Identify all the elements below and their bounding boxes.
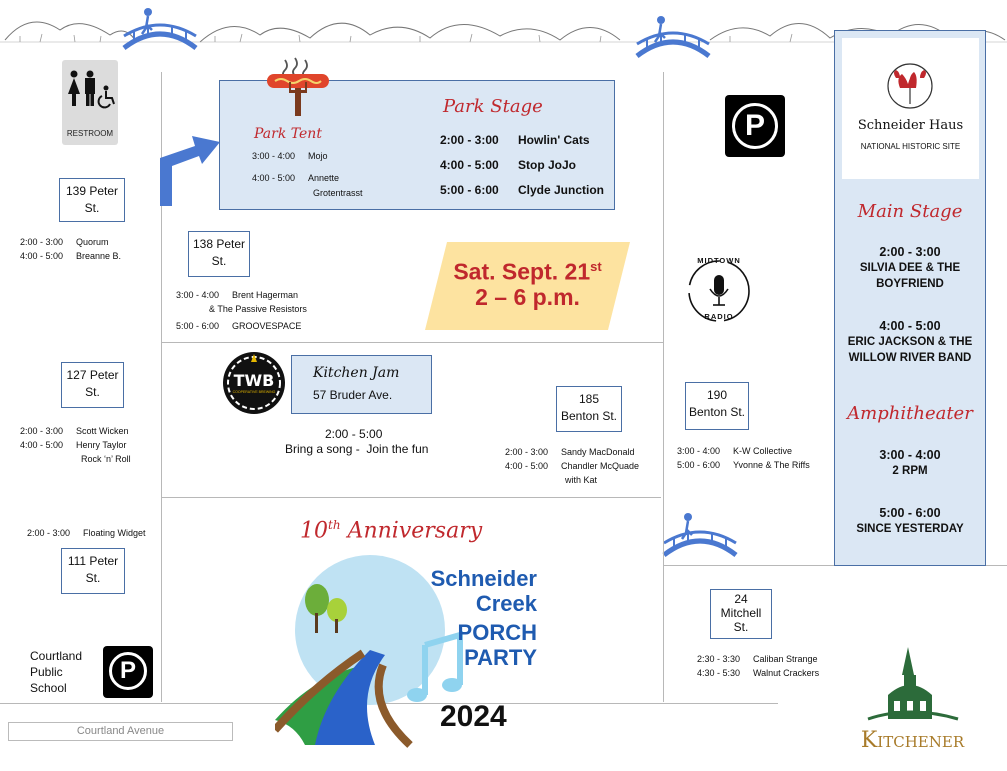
address-190-benton: 190 Benton St.: [685, 382, 749, 430]
twb-logo-sub: COOPERATIVE BREWING: [232, 390, 276, 394]
park-tent-schedule: [252, 149, 363, 201]
restroom-label: RESTROOM: [66, 129, 114, 138]
kitchen-jam-note: Bring a song - Join the fun: [285, 442, 429, 456]
schedule-139-peter: 2:00 - 3:00 Quorum 4:00 - 5:00 Breanne B.: [20, 237, 122, 261]
radio-bottom-text: RADIO: [704, 312, 734, 321]
bridge-icon: [120, 6, 200, 54]
slot-time: 4:00 - 5:00: [252, 173, 296, 183]
benton-street-road: [663, 72, 664, 702]
main-stage-schedule: 2:00 - 3:00 SILVIA DEE & THE BOYFRIEND 4:00 - 5:00 ERIC JACKSON & THE WILLOW RIVER BAND: [847, 245, 973, 364]
arrow-icon: [150, 128, 225, 208]
cross-road-2: [161, 497, 661, 498]
park-stage-row: [440, 128, 604, 153]
address-139-peter: 139 Peter St.: [59, 178, 125, 222]
address-111-peter: 111 Peter St.: [61, 548, 125, 594]
schedule-190-benton: 3:00 - 4:00 K-W Collective 5:00 - 6:00 Yvonne & The Riffs: [677, 446, 810, 470]
anniversary-title: 10th Anniversary: [300, 518, 483, 544]
radio-top-text: MIDTOWN: [697, 256, 741, 265]
schneider-haus-name: Schneider Haus: [857, 118, 964, 133]
slot-act: Mojo: [308, 151, 328, 161]
park-tent-title: Park Tent: [254, 126, 322, 142]
kitchen-jam-title: Kitchen Jam: [313, 365, 400, 381]
event-date: [425, 252, 630, 287]
schedule-111-peter: 2:00 - 3:00 Floating Widget: [27, 528, 146, 538]
amphitheater-title: Amphitheater: [847, 403, 973, 424]
courtland-school: Courtland Public School: [30, 649, 83, 695]
kitchen-jam-panel: [291, 355, 432, 414]
schedule-24-mitchell: 2:30 - 3:30 Caliban Strange 4:30 - 5:30 Walnut Crackers: [697, 654, 820, 678]
slot-act: Stop JoJo: [518, 158, 577, 172]
twb-logo-text: TWB: [233, 371, 275, 390]
slot-time: 4:00 - 5:00: [440, 158, 499, 172]
kitchener-logo: [858, 645, 968, 730]
schedule-138-peter: 3:00 - 4:00 Brent Hagerman & The Passive Resistors 5:00 - 6:00 GROOVESPACE: [176, 290, 307, 331]
park-stage-title: Park Stage: [443, 96, 543, 117]
restroom-sign: [62, 60, 118, 145]
courtland-avenue-label: Courtland Avenue: [8, 722, 233, 741]
slot-act: Grotentrasst: [313, 188, 363, 198]
slot-act: Clyde Junction: [518, 183, 605, 197]
address-24-mitchell: 24 Mitchell St.: [710, 589, 772, 639]
date-suffix: st: [590, 259, 602, 274]
address-138-peter: 138 Peter St.: [188, 231, 250, 277]
parking-sign: [103, 646, 153, 698]
slot-act: Howlin' Cats: [518, 133, 590, 147]
address-185-benton: 185 Benton St.: [556, 386, 622, 432]
date-text: Sat. Sept. 21: [453, 258, 591, 285]
slot-time: 2:00 - 3:00: [440, 133, 499, 147]
schneider-haus-logo: [842, 38, 979, 179]
bridge-icon: [633, 14, 713, 62]
parking-icon: P: [109, 652, 147, 690]
slot-time: 5:00 - 6:00: [440, 183, 499, 197]
parking-sign: [725, 95, 785, 157]
park-stage-row: [440, 153, 604, 178]
kitchen-jam-time: 2:00 - 5:00: [325, 427, 383, 441]
anniversary-year: 2024: [440, 700, 507, 733]
restroom-icon: [62, 60, 118, 120]
slot-time: 3:00 - 4:00: [252, 151, 296, 161]
cross-road-1: [161, 342, 664, 343]
slot-act: Annette: [308, 173, 340, 183]
park-stage-schedule: [440, 128, 604, 203]
event-time: 2 – 6 p.m.: [475, 284, 580, 310]
schedule-127-peter: 2:00 - 3:00 Scott Wicken 4:00 - 5:00 Henry Taylor Rock ‘n’ Roll: [20, 426, 131, 464]
park-stage-row: [440, 178, 604, 203]
tulip-icon: [842, 38, 979, 110]
kitchen-jam-address: 57 Bruder Ave.: [313, 388, 393, 402]
anniversary-heading: Schneider Creek PORCH PARTY: [430, 566, 537, 670]
address-127-peter: 127 Peter St.: [61, 362, 124, 408]
schedule-185-benton: 2:00 - 3:00 Sandy MacDonald 4:00 - 5:00 Chandler McQuade with Kat: [505, 447, 640, 485]
amphitheater-schedule: 3:00 - 4:00 2 RPM 5:00 - 6:00 SINCE YESTERDAY: [856, 448, 964, 535]
main-stage-title: Main Stage: [857, 201, 963, 222]
twb-logo: [223, 352, 285, 414]
parking-icon: P: [732, 103, 778, 149]
schneider-haus-sub: NATIONAL HISTORIC SITE: [860, 142, 961, 151]
kitchener-wordmark: Kitchener: [860, 728, 965, 753]
hotdog-icon: [263, 52, 333, 122]
bridge-icon: [660, 505, 740, 563]
